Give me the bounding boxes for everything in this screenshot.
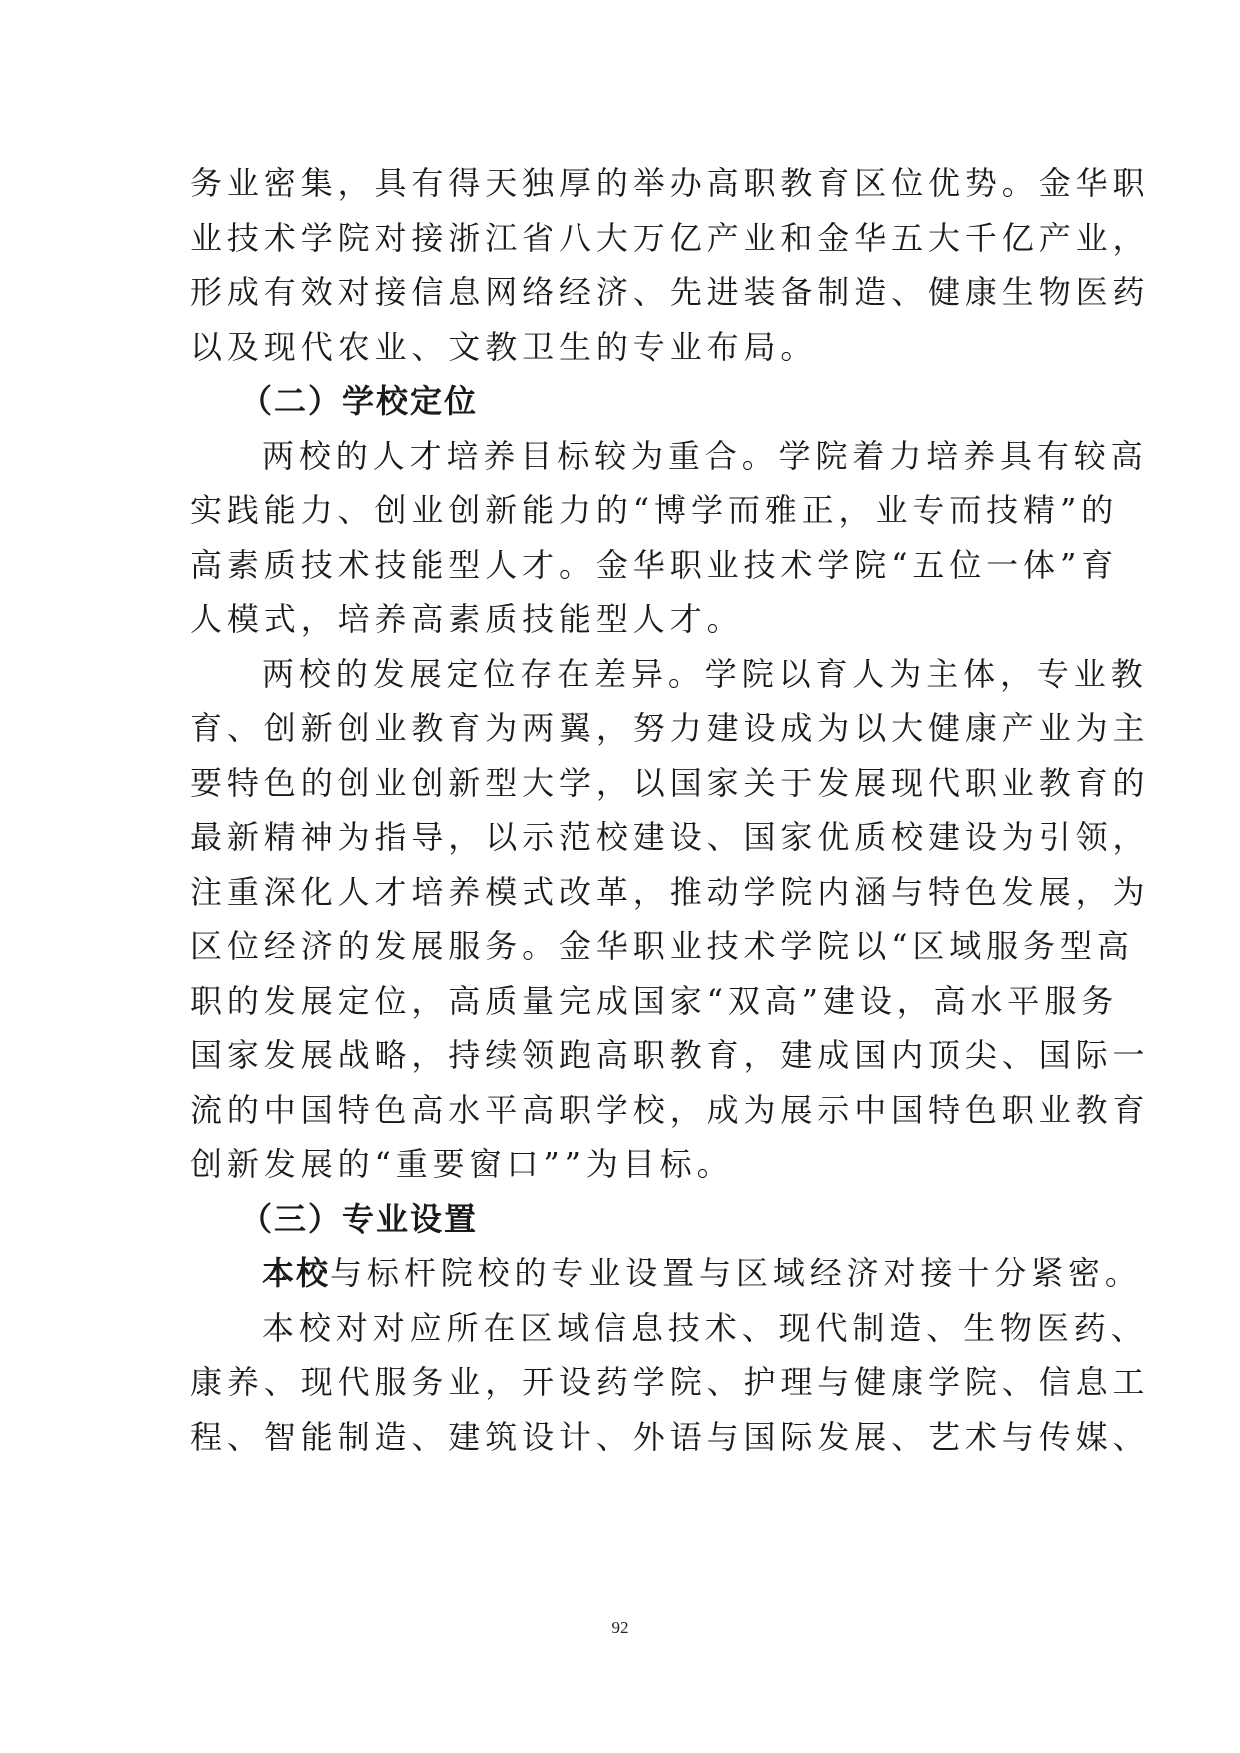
text-line: 形成有效对接信息网络经济、先进装备制造、健康生物医药 xyxy=(190,273,1150,311)
text-line: 要特色的创业创新型大学，以国家关于发展现代职业教育的 xyxy=(190,763,1150,802)
text-line: 业技术学院对接浙江省八大万亿产业和金华五大千亿产业， xyxy=(190,218,1150,257)
text-line: 本校对对应所在区域信息技术、现代制造、生物医药、 xyxy=(262,1308,1148,1347)
text-line: 高素质技术技能型人才。金华职业技术学院“五位一体”育 xyxy=(190,545,1119,584)
text-line: 最新精神为指导，以示范校建设、国家优质校建设为引领， xyxy=(190,818,1150,856)
paragraph-major-alignment xyxy=(190,1246,1142,1301)
text-line: 创新发展的“重要窗口””为目标。 xyxy=(190,1145,734,1183)
text-line: 实践能力、创业创新能力的“博学而雅正，业专而技精”的 xyxy=(190,491,1119,529)
page-number: 92 xyxy=(611,1618,629,1637)
text-line: 两校的发展定位存在差异。学院以育人为主体，专业教 xyxy=(262,654,1148,693)
text-line: 区位经济的发展服务。金华职业技术学院以“区域服务型高 xyxy=(190,927,1134,965)
text-line: 人模式，培养高素质技能型人才。 xyxy=(190,600,744,638)
paragraph-college-list xyxy=(190,1301,1150,1465)
text-line: 程、智能制造、建筑设计、外语与国际发展、艺术与传媒、 xyxy=(190,1417,1150,1456)
text-line: 康养、现代服务业，开设药学院、护理与健康学院、信息工 xyxy=(190,1363,1150,1401)
text-line: 以及现代农业、文教卫生的专业布局。 xyxy=(190,327,818,366)
paragraph-location-advantage xyxy=(190,156,1150,374)
text-line: 务业密集，具有得天独厚的举办高职教育区位优势。金华职 xyxy=(190,164,1150,202)
text-line: 职的发展定位，高质量完成国家“双高”建设，高水平服务 xyxy=(190,981,1119,1020)
text-run: 与标杆院校的专业设置与区域经济对接十分紧密。 xyxy=(330,1254,1142,1292)
section-heading-major-settings: （三）专业设置 xyxy=(240,1199,479,1238)
text-line: 国家发展战略，持续领跑高职教育，建成国内顶尖、国际一 xyxy=(190,1036,1150,1074)
text-line: 流的中国特色高水平高职学校，成为展示中国特色职业教育 xyxy=(190,1090,1150,1129)
text-line: 两校的人才培养目标较为重合。学院着力培养具有较高 xyxy=(262,436,1148,475)
text-line: 育、创新创业教育为两翼，努力建设成为以大健康产业为主 xyxy=(190,709,1150,747)
paragraph-training-goals xyxy=(190,429,1148,647)
page-body xyxy=(190,156,1150,1464)
text-line: 注重深化人才培养模式改革，推动学院内涵与特色发展，为 xyxy=(190,872,1150,911)
section-heading-school-positioning: （二）学校定位 xyxy=(240,382,479,420)
bold-subject: 本校 xyxy=(262,1254,331,1292)
paragraph-development-positioning xyxy=(190,647,1150,1192)
